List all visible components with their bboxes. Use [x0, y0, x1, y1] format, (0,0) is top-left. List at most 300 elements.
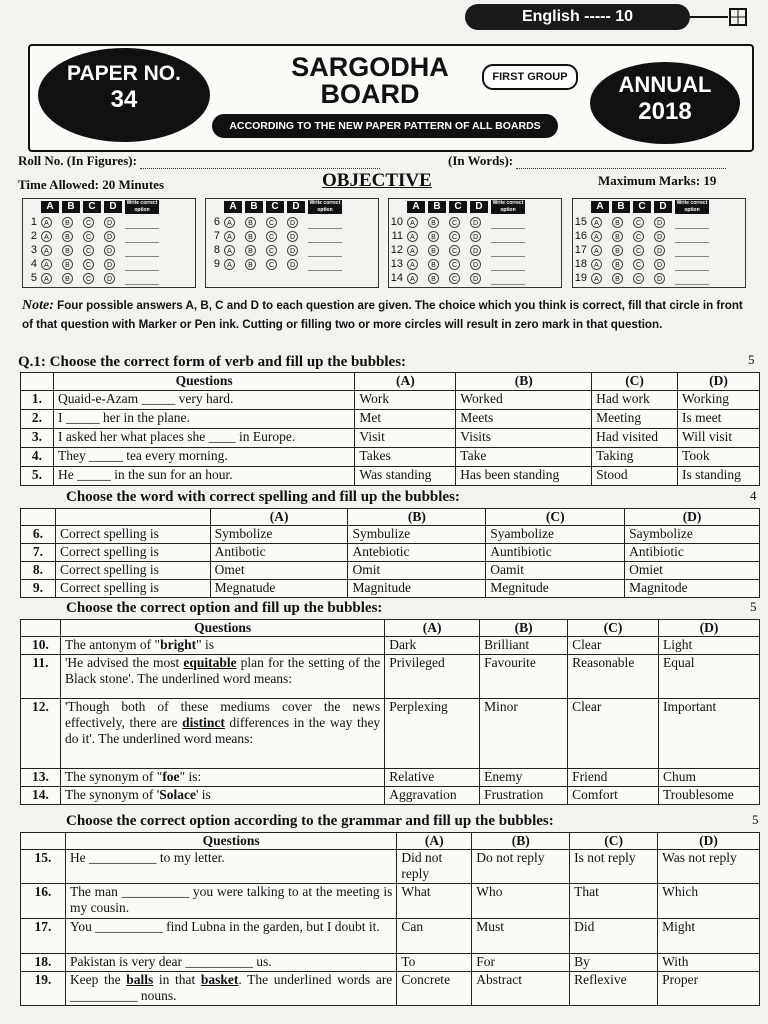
answer-bubble[interactable]: A	[591, 217, 602, 228]
option-a[interactable]: Perplexing	[385, 699, 480, 769]
write-option-box[interactable]	[125, 272, 159, 285]
number-header	[21, 509, 56, 526]
answer-bubble[interactable]: A	[41, 245, 52, 256]
answer-bubble[interactable]: A	[591, 231, 602, 242]
answer-bubble[interactable]: D	[470, 217, 481, 228]
answer-bubble[interactable]: A	[591, 273, 602, 284]
board-name-line2: BOARD	[320, 79, 420, 109]
option-c[interactable]: Reasonable	[568, 655, 659, 699]
write-option-box[interactable]	[125, 230, 159, 243]
question-text: I asked her what places she ____ in Europe.	[53, 429, 354, 448]
option-a[interactable]: What	[397, 884, 472, 919]
option-d[interactable]: Saymbolize	[625, 526, 760, 544]
roll-no-figures	[18, 153, 380, 169]
answer-bubble[interactable]: B	[428, 217, 439, 228]
write-option-box[interactable]	[675, 230, 709, 243]
bubble-row	[206, 243, 378, 257]
option-d[interactable]: Took	[678, 448, 760, 467]
question-row	[21, 467, 760, 486]
bubble-grid-header	[573, 199, 745, 215]
answer-bubble[interactable]: D	[104, 231, 115, 242]
option-a[interactable]: Concrete	[397, 972, 472, 1006]
bubble-row	[573, 215, 745, 229]
write-option-box[interactable]	[491, 230, 525, 243]
option-b[interactable]: For	[472, 954, 570, 972]
page-title: OBJECTIVE	[322, 170, 432, 191]
option-d[interactable]: Is meet	[678, 410, 760, 429]
question-number: 7	[213, 230, 220, 242]
question-text: Pakistan is very dear __________ us.	[65, 954, 396, 972]
answer-bubble[interactable]: B	[612, 231, 623, 242]
option-a[interactable]: Dark	[385, 637, 480, 655]
question-number: 10	[390, 216, 403, 228]
answer-bubble[interactable]: C	[83, 259, 94, 270]
grammar-section-marks: 5	[752, 812, 759, 827]
question-row	[21, 954, 760, 972]
key-word: bright	[160, 637, 197, 652]
question-row	[21, 429, 760, 448]
bubble-row	[573, 243, 745, 257]
option-b[interactable]: Favourite	[480, 655, 568, 699]
answer-bubble[interactable]: D	[654, 217, 665, 228]
option-b[interactable]: Frustration	[480, 787, 568, 805]
write-option-box[interactable]	[125, 216, 159, 229]
option-b-header: (B)	[472, 833, 570, 850]
option-d[interactable]: Equal	[659, 655, 760, 699]
instructions-note	[22, 296, 754, 334]
option-c[interactable]: Is not reply	[570, 850, 658, 884]
option-d[interactable]: Working	[678, 391, 760, 410]
option-d[interactable]: Is standing	[678, 467, 760, 486]
answer-bubble[interactable]: C	[449, 217, 460, 228]
option-a-header: (A)	[385, 620, 480, 637]
question-number: 1.	[21, 391, 54, 410]
question-number: 7.	[21, 544, 56, 562]
option-d-header: (D)	[659, 620, 760, 637]
option-d[interactable]: Troublesome	[659, 787, 760, 805]
option-d[interactable]: Important	[659, 699, 760, 769]
option-b[interactable]: Symbulize	[348, 526, 486, 544]
option-letter: C	[266, 201, 284, 213]
question-number: 1	[30, 216, 37, 228]
option-d[interactable]: With	[658, 954, 760, 972]
subject-page-tab: English ----- 10	[465, 4, 690, 30]
option-c-header: (C)	[570, 833, 658, 850]
bubble-row	[573, 271, 745, 285]
option-c[interactable]: Stood	[592, 467, 678, 486]
answer-bubble[interactable]: B	[428, 245, 439, 256]
answer-bubble[interactable]: C	[449, 231, 460, 242]
write-option-label: Write correct option	[126, 200, 158, 213]
bubble-grid-header	[389, 199, 561, 215]
option-a[interactable]: Relative	[385, 769, 480, 787]
question-text: Quaid-e-Azam _____ very hard.	[53, 391, 354, 410]
write-option-box[interactable]	[308, 244, 342, 257]
bubble-row	[206, 257, 378, 271]
answer-bubble[interactable]: C	[266, 259, 277, 270]
option-c[interactable]: Taking	[592, 448, 678, 467]
option-a[interactable]: Work	[355, 391, 456, 410]
answer-bubble[interactable]: A	[407, 245, 418, 256]
write-option-box[interactable]	[491, 272, 525, 285]
answer-bubble[interactable]: C	[266, 245, 277, 256]
option-a-header: (A)	[355, 373, 456, 391]
write-option-box[interactable]	[308, 230, 342, 243]
option-c[interactable]: Meeting	[592, 410, 678, 429]
answer-bubble[interactable]: D	[104, 245, 115, 256]
questions-header: Questions	[53, 373, 354, 391]
option-c-header: (C)	[568, 620, 659, 637]
question-text-part: The synonym of '	[64, 787, 160, 802]
answer-bubble[interactable]: D	[470, 259, 481, 270]
bubble-row	[573, 257, 745, 271]
answer-bubble[interactable]: A	[41, 259, 52, 270]
note-label: Note:	[22, 298, 54, 313]
answer-bubble[interactable]: B	[245, 231, 256, 242]
answer-bubble[interactable]: C	[449, 273, 460, 284]
answer-bubble[interactable]: A	[591, 245, 602, 256]
key-word: basket	[200, 972, 239, 987]
answer-bubble[interactable]: B	[428, 259, 439, 270]
write-option-box[interactable]	[491, 258, 525, 271]
verb-form-table	[20, 372, 760, 486]
option-b[interactable]: Meets	[456, 410, 592, 429]
write-option-box[interactable]	[675, 258, 709, 271]
option-b[interactable]: Do not reply	[472, 850, 570, 884]
board-name-line1: SARGODHA	[291, 52, 449, 82]
option-b[interactable]: Has been standing	[456, 467, 592, 486]
answer-bubble[interactable]: B	[62, 231, 73, 242]
answer-bubble[interactable]: C	[633, 259, 644, 270]
question-row	[21, 769, 760, 787]
question-row	[21, 655, 760, 699]
answer-bubble[interactable]: D	[654, 273, 665, 284]
option-a[interactable]: Did not reply	[397, 850, 472, 884]
answer-bubble[interactable]: C	[266, 217, 277, 228]
answer-bubble[interactable]: C	[449, 245, 460, 256]
bubble-row	[206, 215, 378, 229]
write-option-box[interactable]	[675, 244, 709, 257]
option-d[interactable]: Which	[658, 884, 760, 919]
question-row	[21, 391, 760, 410]
option-d[interactable]: Might	[658, 919, 760, 954]
answer-bubble[interactable]: A	[407, 259, 418, 270]
answer-bubble[interactable]: D	[654, 231, 665, 242]
option-c[interactable]: Syambolize	[486, 526, 625, 544]
roll-no-label: Roll No. (In Figures):	[18, 153, 137, 168]
option-c[interactable]: Clear	[568, 637, 659, 655]
option-b[interactable]: Minor	[480, 699, 568, 769]
option-letter: C	[633, 201, 651, 213]
question-row	[21, 699, 760, 769]
answer-bubble[interactable]: C	[633, 217, 644, 228]
option-c[interactable]: Had visited	[592, 429, 678, 448]
answer-bubble[interactable]: A	[407, 273, 418, 284]
number-header	[21, 833, 66, 850]
option-b[interactable]: Omit	[348, 562, 486, 580]
question-text-part: ' is	[195, 787, 211, 802]
option-letter: D	[104, 201, 122, 213]
annual-label: ANNUAL	[618, 72, 712, 97]
bubble-grid-header	[206, 199, 378, 215]
answer-bubble[interactable]: A	[224, 245, 235, 256]
option-c[interactable]: Comfort	[568, 787, 659, 805]
question-row	[21, 919, 760, 954]
option-c[interactable]: Clear	[568, 699, 659, 769]
option-b-header: (B)	[348, 509, 486, 526]
option-b[interactable]: Worked	[456, 391, 592, 410]
option-a[interactable]: Was standing	[355, 467, 456, 486]
option-b-header: (B)	[480, 620, 568, 637]
option-d[interactable]: Was not reply	[658, 850, 760, 884]
answer-bubble[interactable]: A	[224, 217, 235, 228]
question-number: 17	[574, 244, 587, 256]
answer-bubble[interactable]: B	[62, 259, 73, 270]
answer-bubble[interactable]: B	[62, 273, 73, 284]
answer-bubble[interactable]: C	[633, 245, 644, 256]
question-text: He __________ to my letter.	[65, 850, 396, 884]
write-option-box[interactable]	[125, 258, 159, 271]
write-option-label: Write correct option	[492, 200, 524, 213]
option-b-header: (B)	[456, 373, 592, 391]
question-number: 5.	[21, 467, 54, 486]
question-row	[21, 884, 760, 919]
answer-bubble[interactable]: B	[612, 259, 623, 270]
question-text: The man __________ you were talking to at the meeting is my cousin.	[65, 884, 396, 919]
option-a[interactable]: Takes	[355, 448, 456, 467]
option-c[interactable]: Megnitude	[486, 580, 625, 598]
option-a[interactable]: Visit	[355, 429, 456, 448]
in-words-field[interactable]	[516, 168, 726, 169]
answer-bubble[interactable]: B	[245, 217, 256, 228]
question-row	[21, 448, 760, 467]
answer-bubble[interactable]: A	[591, 259, 602, 270]
option-c[interactable]: Friend	[568, 769, 659, 787]
answer-bubble[interactable]: B	[62, 217, 73, 228]
question-number: 17.	[21, 919, 66, 954]
option-d[interactable]: Will visit	[678, 429, 760, 448]
option-d[interactable]: Light	[659, 637, 760, 655]
answer-bubble[interactable]: C	[633, 273, 644, 284]
option-c[interactable]: Oamit	[486, 562, 625, 580]
question-text-part: differences in the way they do it'. The underlined word means:	[64, 715, 381, 746]
answer-bubble[interactable]: B	[612, 245, 623, 256]
answer-bubble[interactable]: B	[428, 231, 439, 242]
option-a[interactable]: Omet	[210, 562, 348, 580]
option-a[interactable]: Met	[355, 410, 456, 429]
write-option-box[interactable]	[675, 272, 709, 285]
option-b[interactable]: Antebiotic	[348, 544, 486, 562]
question-number: 14	[390, 272, 403, 284]
option-letter: A	[41, 201, 59, 213]
option-c-header: (C)	[592, 373, 678, 391]
question-text: You __________ find Lubna in the garden, but I doubt it.	[65, 919, 396, 954]
answer-bubble[interactable]: B	[612, 217, 623, 228]
option-b[interactable]: Magnitude	[348, 580, 486, 598]
answer-bubble[interactable]: B	[612, 273, 623, 284]
question-number: 12.	[21, 699, 61, 769]
option-a[interactable]: Aggravation	[385, 787, 480, 805]
answer-bubble[interactable]: C	[83, 273, 94, 284]
answer-bubble[interactable]: C	[633, 231, 644, 242]
pattern-ribbon: ACCORDING TO THE NEW PAPER PATTERN OF ALL BOARDS	[212, 114, 558, 138]
roll-no-field[interactable]	[140, 168, 380, 169]
question-text: They _____ tea every morning.	[53, 448, 354, 467]
bubble-row	[23, 271, 195, 285]
question-text: He _____ in the sun for an hour.	[53, 467, 354, 486]
question-number: 12	[390, 244, 403, 256]
answer-bubble[interactable]: A	[41, 273, 52, 284]
option-b[interactable]: Abstract	[472, 972, 570, 1006]
question-row	[21, 850, 760, 884]
question-number: 14.	[21, 787, 61, 805]
q1-marks: 5	[748, 352, 755, 367]
answer-bubble[interactable]: A	[224, 259, 235, 270]
annual-year-badge	[590, 62, 740, 144]
option-letter: A	[591, 201, 609, 213]
write-option-box[interactable]	[308, 216, 342, 229]
question-number: 11	[391, 230, 403, 242]
answer-bubble[interactable]: D	[287, 231, 298, 242]
roll-no-words	[448, 153, 726, 169]
questions-header: Questions	[60, 620, 384, 637]
option-d[interactable]: Chum	[659, 769, 760, 787]
bubble-grid-block	[572, 198, 746, 288]
question-row	[21, 544, 760, 562]
answer-bubble[interactable]: D	[104, 217, 115, 228]
question-number: 18.	[21, 954, 66, 972]
question-number: 9.	[21, 580, 56, 598]
answer-bubble[interactable]: D	[654, 245, 665, 256]
write-option-box[interactable]	[491, 216, 525, 229]
answer-bubble[interactable]: D	[104, 259, 115, 270]
key-word: balls	[126, 972, 154, 987]
option-b[interactable]: Must	[472, 919, 570, 954]
option-d[interactable]: Proper	[658, 972, 760, 1006]
write-option-box[interactable]	[308, 258, 342, 271]
answer-bubble[interactable]: B	[62, 245, 73, 256]
question-number: 6.	[21, 526, 56, 544]
option-b[interactable]: Take	[456, 448, 592, 467]
option-a-header: (A)	[210, 509, 348, 526]
number-header	[21, 373, 54, 391]
question-text-part: " is:	[179, 769, 202, 784]
write-option-box[interactable]	[125, 244, 159, 257]
option-c[interactable]: Had work	[592, 391, 678, 410]
option-c[interactable]: By	[570, 954, 658, 972]
option-letter: B	[612, 201, 630, 213]
bubble-row	[389, 271, 561, 285]
write-option-box[interactable]	[491, 244, 525, 257]
answer-bubble[interactable]: D	[470, 273, 481, 284]
option-letter: C	[449, 201, 467, 213]
answer-bubble[interactable]: D	[287, 217, 298, 228]
answer-bubble[interactable]: D	[287, 259, 298, 270]
answer-bubble[interactable]: B	[245, 245, 256, 256]
answer-bubble[interactable]: B	[245, 259, 256, 270]
question-number: 3	[30, 244, 37, 256]
answer-bubble[interactable]: C	[83, 231, 94, 242]
option-c[interactable]: That	[570, 884, 658, 919]
option-b[interactable]: Who	[472, 884, 570, 919]
option-a[interactable]: Symbolize	[210, 526, 348, 544]
number-header	[21, 620, 61, 637]
answer-bubble[interactable]: A	[407, 217, 418, 228]
option-c[interactable]: Reflexive	[570, 972, 658, 1006]
option-a[interactable]: Megnatude	[210, 580, 348, 598]
question-text: Correct spelling is	[55, 562, 210, 580]
question-number: 13.	[21, 769, 61, 787]
question-row	[21, 580, 760, 598]
answer-bubble[interactable]: A	[224, 231, 235, 242]
paper-number-value: 34	[110, 86, 138, 113]
q1-instruction: Choose the correct form of verb and fill up the bubbles:	[49, 354, 407, 370]
option-d-header: (D)	[625, 509, 760, 526]
write-option-box[interactable]	[675, 216, 709, 229]
option-b[interactable]: Enemy	[480, 769, 568, 787]
answer-bubble[interactable]: C	[266, 231, 277, 242]
option-b[interactable]: Visits	[456, 429, 592, 448]
question-number: 3.	[21, 429, 54, 448]
table-header-row	[21, 509, 760, 526]
q1-heading	[18, 354, 406, 371]
answer-bubble[interactable]: C	[449, 259, 460, 270]
bubble-row	[206, 229, 378, 243]
answer-bubble[interactable]: D	[470, 231, 481, 242]
question-row	[21, 972, 760, 1006]
question-number: 2	[30, 230, 37, 242]
answer-bubble[interactable]: B	[428, 273, 439, 284]
option-d[interactable]: Omiet	[625, 562, 760, 580]
option-c[interactable]: Auntibiotic	[486, 544, 625, 562]
option-a[interactable]: Antibotic	[210, 544, 348, 562]
answer-bubble[interactable]: C	[83, 245, 94, 256]
answer-bubble[interactable]: D	[654, 259, 665, 270]
question-number: 19	[574, 272, 587, 284]
option-a[interactable]: Privileged	[385, 655, 480, 699]
answer-bubble[interactable]: D	[104, 273, 115, 284]
key-word: equitable	[183, 655, 237, 670]
option-d[interactable]: Magnitode	[625, 580, 760, 598]
question-number: 5	[30, 272, 37, 284]
answer-bubble[interactable]: A	[41, 217, 52, 228]
answer-bubble[interactable]: D	[287, 245, 298, 256]
option-d-header: (D)	[658, 833, 760, 850]
bubble-row	[389, 215, 561, 229]
answer-bubble[interactable]: A	[407, 231, 418, 242]
knot-ornament-icon	[690, 8, 750, 26]
option-b[interactable]: Brilliant	[480, 637, 568, 655]
bubble-row	[389, 257, 561, 271]
bubble-row	[23, 229, 195, 243]
question-number: 2.	[21, 410, 54, 429]
option-a[interactable]: Can	[397, 919, 472, 954]
question-text	[60, 637, 384, 655]
question-text	[65, 972, 396, 1006]
table-header-row	[21, 620, 760, 637]
option-a[interactable]: To	[397, 954, 472, 972]
answer-bubble[interactable]: D	[470, 245, 481, 256]
question-number: 11.	[21, 655, 61, 699]
option-letter: D	[287, 201, 305, 213]
answer-bubble[interactable]: C	[83, 217, 94, 228]
answer-bubble[interactable]: A	[41, 231, 52, 242]
option-d[interactable]: Antibiotic	[625, 544, 760, 562]
option-c[interactable]: Did	[570, 919, 658, 954]
option-letter: B	[245, 201, 263, 213]
question-row	[21, 410, 760, 429]
bubble-row	[23, 215, 195, 229]
